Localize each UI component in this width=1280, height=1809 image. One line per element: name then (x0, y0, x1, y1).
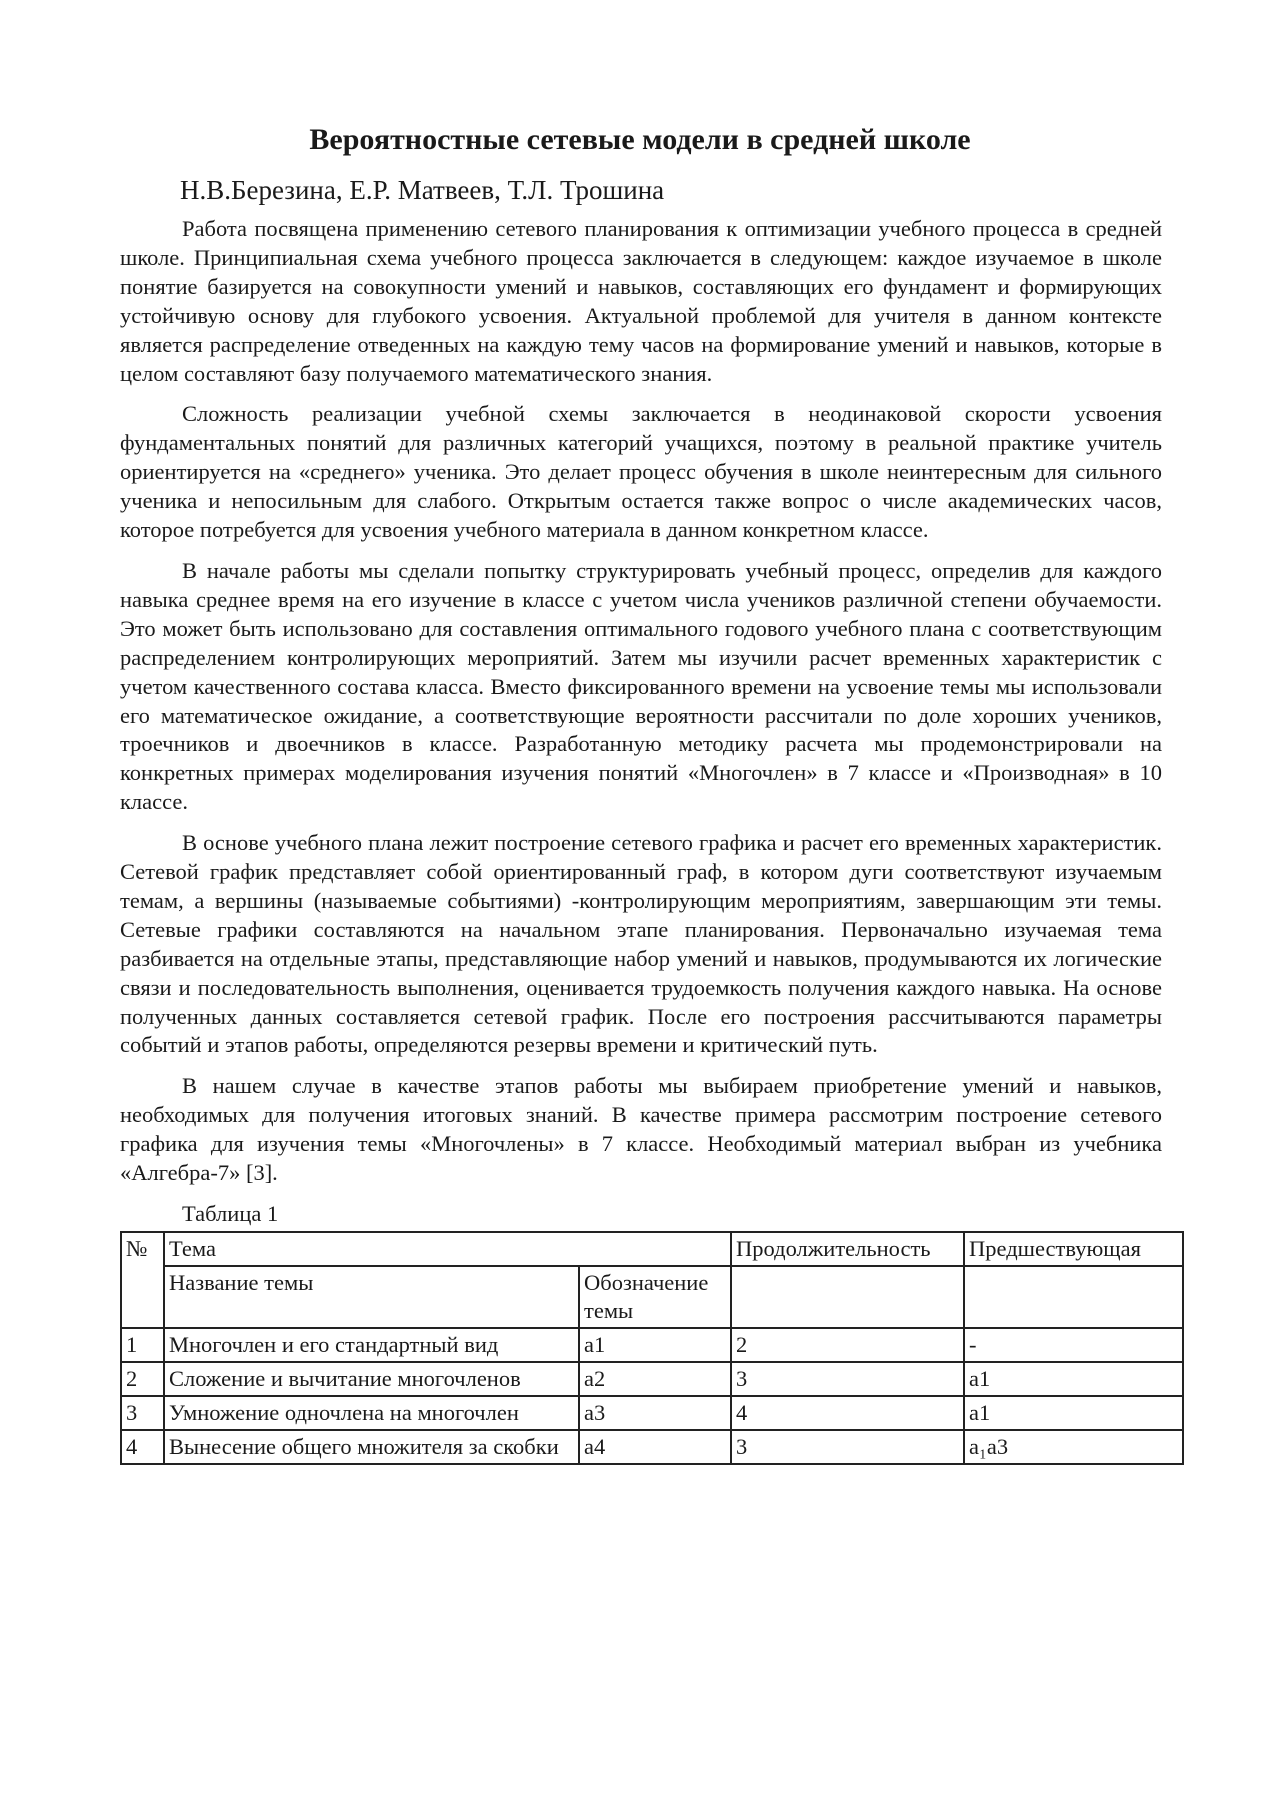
table-caption: Таблица 1 (182, 1201, 279, 1226)
cell-name: Умножение одночлена на многочлен (164, 1396, 579, 1430)
cell-code: a4 (579, 1430, 731, 1464)
table-row (121, 1362, 1183, 1396)
cell-name: Многочлен и его стандартный вид (164, 1328, 579, 1362)
header-topic-name: Название темы (164, 1266, 579, 1328)
header-topic: Тема (164, 1232, 731, 1266)
table-header-row (121, 1232, 1183, 1266)
paragraph: В начале работы мы сделали попытку структурировать учебный процесс, определив для каждого навыка среднее время на его изучение в классе с учетом числа учеников различной степени обучаемости. Это может быть использовано для составления оптимального годового учебного плана с соответствующим распределением контролирующих мероприятий. Затем мы изучили расчет временных характеристик с учетом качественного состава класса. Вместо фиксированного времени на усвоение темы мы использовали его математическое ожидание, а соответствующие вероятности рассчитали по доле хороших учеников, троечников и двоечников в классе. Разработанную методику расчета мы продемонстрировали на конкретных примерах моделирования изучения понятий «Многочлен» в 7 классе и «Производная» в 10 классе. (120, 557, 1162, 815)
table-subheader-row (121, 1266, 1183, 1328)
cell-duration: 2 (731, 1328, 964, 1362)
paper-title: Вероятностные сетевые модели в средней школе (309, 123, 971, 156)
cell-num: 1 (121, 1328, 164, 1362)
cell-pred: a1 (964, 1362, 1183, 1396)
header-num: № (121, 1232, 164, 1328)
cell-code: a3 (579, 1396, 731, 1430)
cell-num: 3 (121, 1396, 164, 1430)
header-empty-cell (731, 1266, 964, 1328)
cell-num: 2 (121, 1362, 164, 1396)
header-empty-cell (964, 1266, 1183, 1328)
paragraph: Сложность реализации учебной схемы заключается в неодинаковой скорости усвоения фундаментальных понятий для различных категорий учащихся, поэтому в реальной практике учитель ориентируется на «среднего» ученика. Это делает процесс обучения в школе неинтересным для сильного ученика и непосильным для слабого. Открытым остается также вопрос о числе академических часов, которое потребуется для усвоения учебного материала в данном конкретном классе. (120, 401, 1162, 543)
cell-duration: 3 (731, 1362, 964, 1396)
topics-table (120, 1231, 1184, 1465)
authors-line: Н.В.Березина, Е.Р. Матвеев, Т.Л. Трошина (180, 175, 665, 205)
cell-pred: - (964, 1328, 1183, 1362)
cell-pred: a₁a3 (964, 1430, 1183, 1464)
cell-pred: a1 (964, 1396, 1183, 1430)
table-row (121, 1328, 1183, 1362)
cell-code: a1 (579, 1328, 731, 1362)
table-row (121, 1430, 1183, 1464)
cell-duration: 4 (731, 1396, 964, 1430)
table-row (121, 1396, 1183, 1430)
cell-name: Вынесение общего множителя за скобки (164, 1430, 579, 1464)
paper-body (120, 215, 1162, 1465)
header-predecessor: Предшествующая (964, 1232, 1183, 1266)
cell-code: a2 (579, 1362, 731, 1396)
header-designation: Обозначение темы (579, 1266, 731, 1328)
paragraph: Работа посвящена применению сетевого планирования к оптимизации учебного процесса в средней школе. Принципиальная схема учебного процесса заключается в следующем: каждое изучаемое в школе понятие базируется на совокупности умений и навыков, составляющих его фундамент и формирующих устойчивую основу для глубокого усвоения. Актуальной проблемой для учителя в данном контексте является распределение отведенных на каждую тему часов на формирование умений и навыков, которые в целом составляют базу получаемого математического знания. (120, 216, 1162, 386)
cell-duration: 3 (731, 1430, 964, 1464)
header-duration: Продолжительность (731, 1232, 964, 1266)
cell-num: 4 (121, 1430, 164, 1464)
cell-name: Сложение и вычитание многочленов (164, 1362, 579, 1396)
paragraph: В нашем случае в качестве этапов работы мы выбираем приобретение умений и навыков, необходимых для получения итоговых знаний. В качестве примера рассмотрим построение сетевого графика для изучения темы «Многочлены» в 7 классе. Необходимый материал выбран из учебника «Алгебра-7» [3]. (120, 1073, 1162, 1186)
paragraph: В основе учебного плана лежит построение сетевого графика и расчет его временных характеристик. Сетевой график представляет собой ориентированный граф, в котором дуги соответствуют изучаемым темам, а вершины (называемые событиями) -контролирующим мероприятиям, завершающим эти темы. Сетевые графики составляются на начальном этапе планирования. Первоначально изучаемая тема разбивается на отдельные этапы, представляющие набор умений и навыков, продумываются их логические связи и последовательность выполнения, оценивается трудоемкость получения каждого навыка. На основе полученных данных составляется сетевой график. После его построения рассчитываются параметры событий и этапов работы, определяются резервы времени и критический путь. (120, 830, 1162, 1058)
